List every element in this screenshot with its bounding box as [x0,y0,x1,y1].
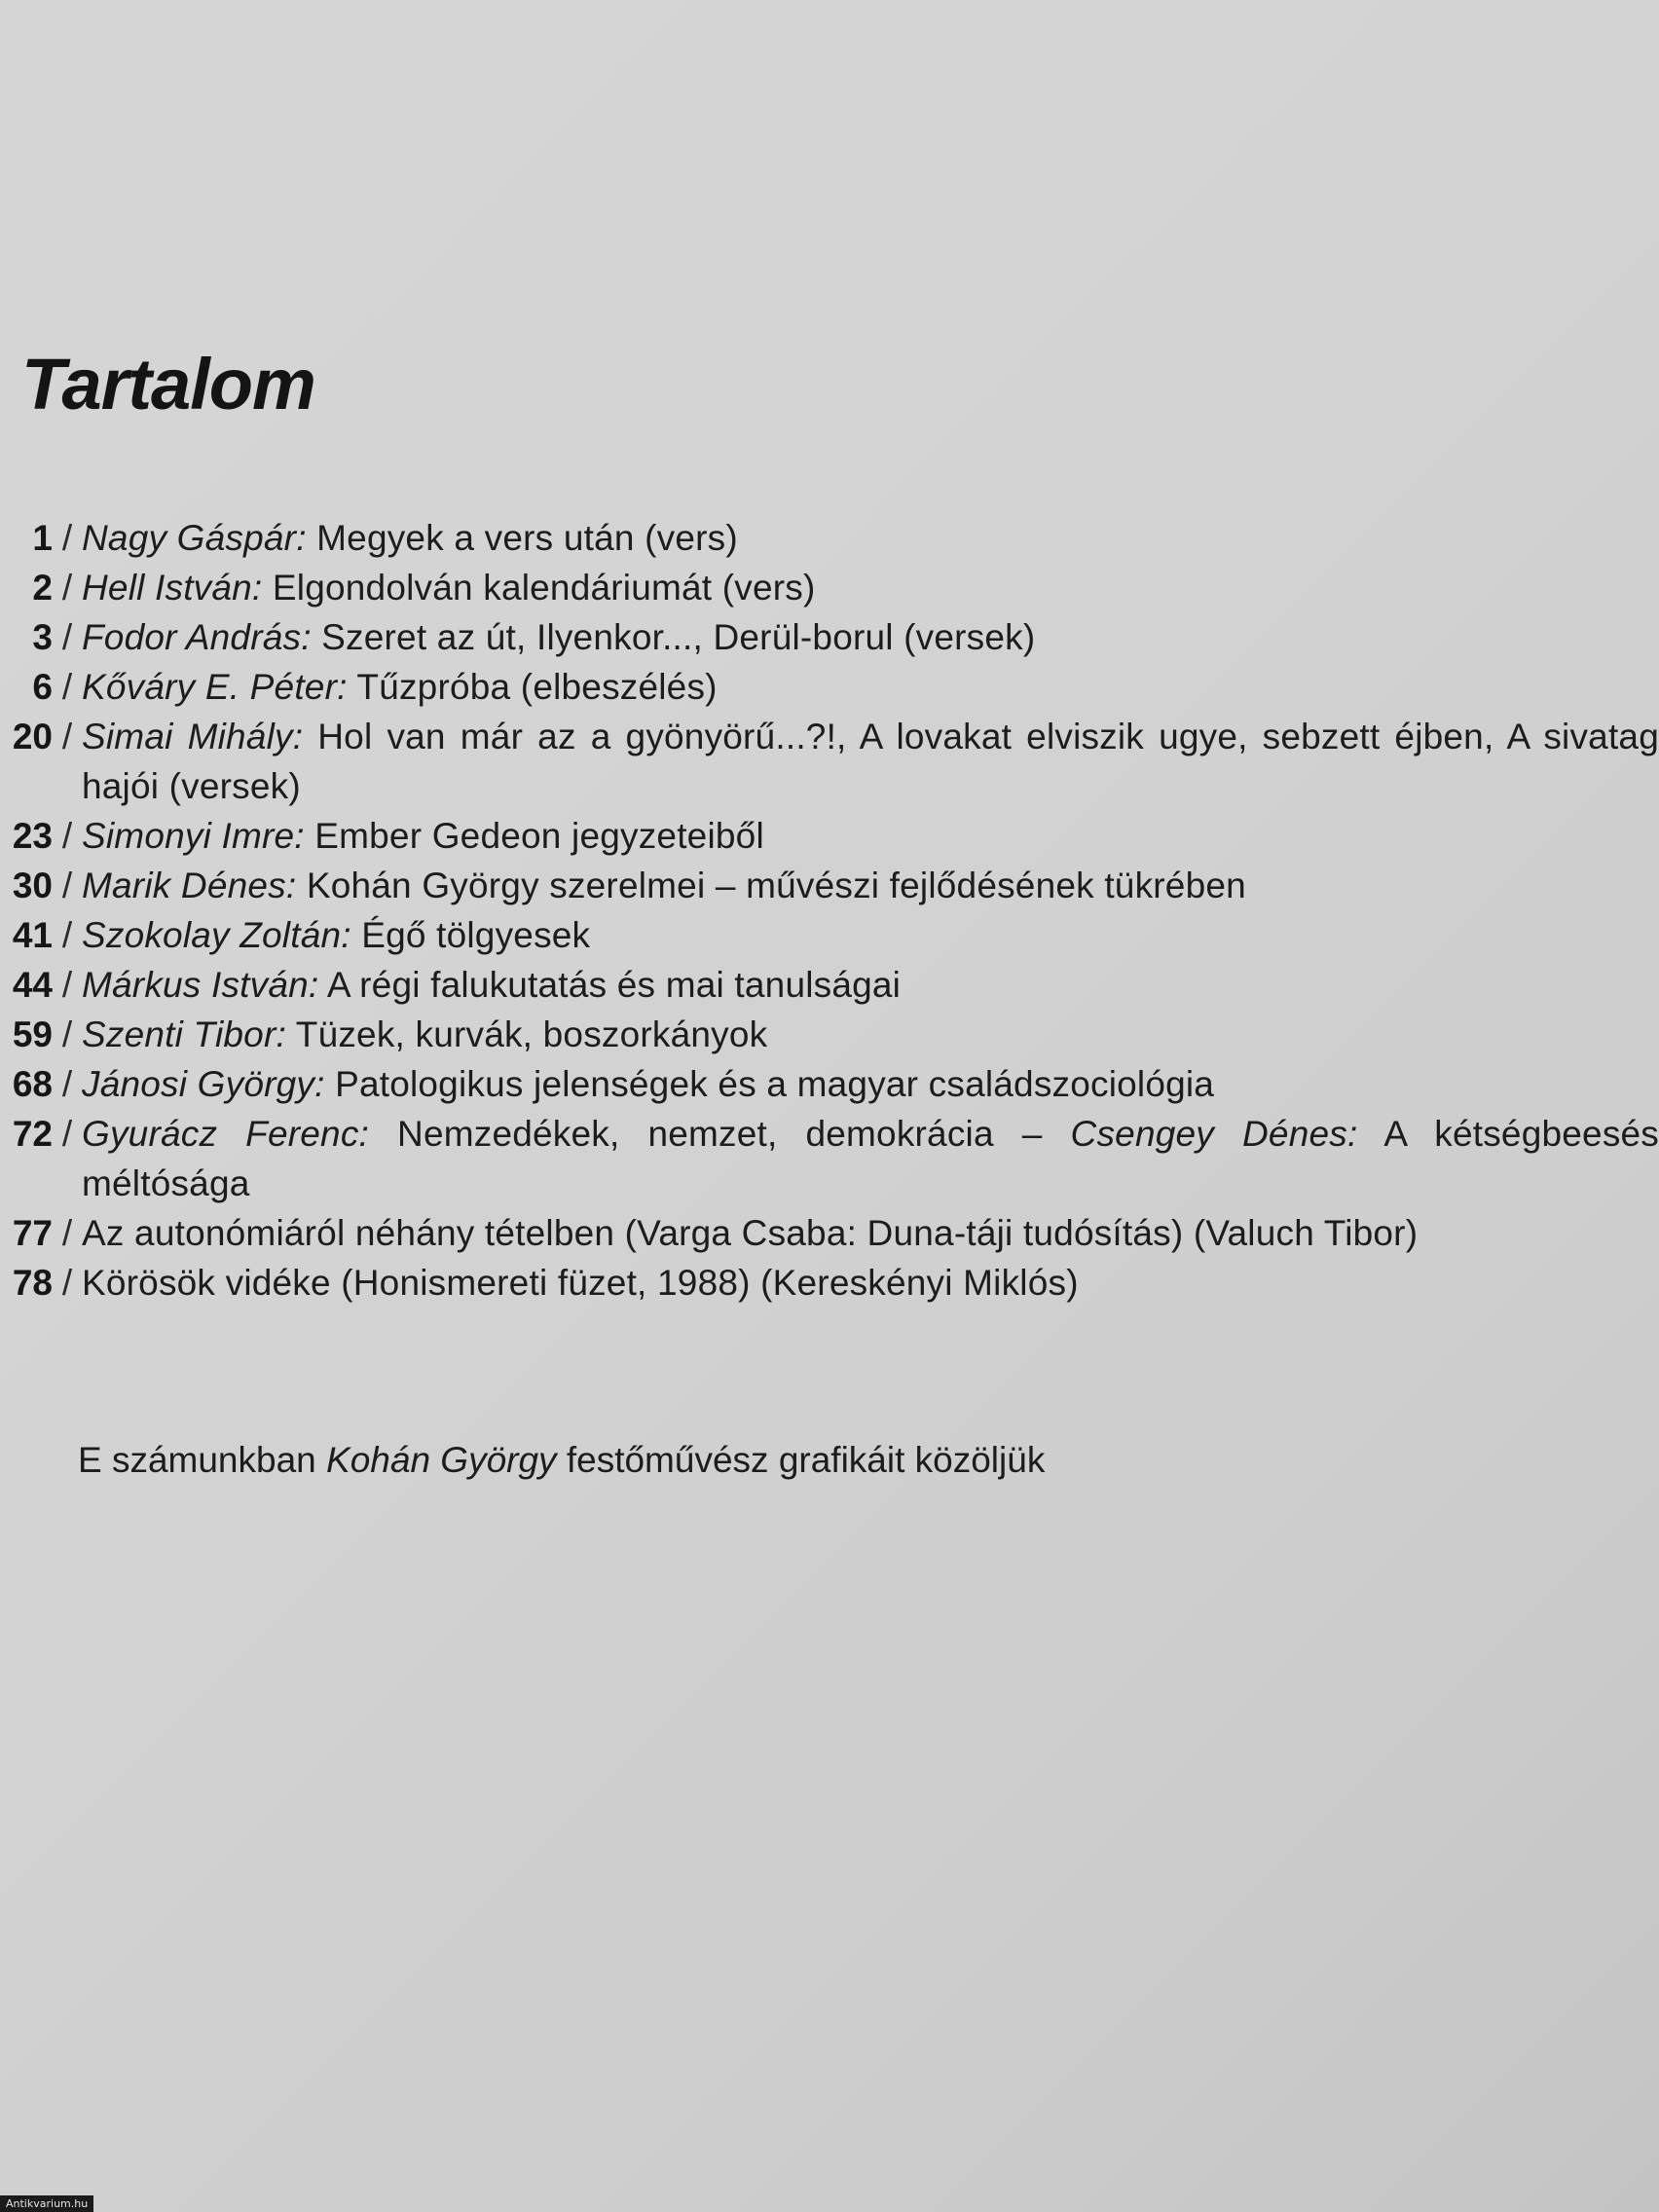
note-suffix: festőművész grafikáit közöljük [566,1440,1046,1480]
list-item [0,1208,1659,1258]
separator: / [61,717,73,756]
author-name: Nagy Gáspár: [82,518,307,558]
list-item [0,811,1659,861]
note-prefix: E számunkban [78,1440,316,1480]
page-title: Tartalom [21,344,315,424]
list-item [0,910,1659,960]
author-name: Jánosi György: [82,1064,325,1104]
list-item [0,513,1659,563]
page-number: 1 [32,518,53,558]
entry-title: Patologikus jelenségek és a magyar családszociológia [335,1064,1215,1104]
author-name: Fodor András: [82,617,312,657]
separator: / [61,518,73,558]
second-entry-title: A kétségbeesés méltósága [82,1114,1659,1203]
author-name: Gyurácz Ferenc: [82,1114,370,1154]
separator: / [61,1014,73,1054]
page-number: 2 [32,568,53,608]
author-name: Szenti Tibor: [82,1014,286,1054]
separator: / [61,617,73,657]
separator: / [61,1114,73,1154]
list-item [0,960,1659,1010]
page-number: 72 [12,1114,53,1154]
entry-title: A régi falukutatás és mai tanulságai [326,965,902,1005]
separator: / [61,1064,73,1104]
page-number: 41 [12,915,53,955]
page-number: 78 [12,1263,53,1303]
page-number: 59 [12,1014,53,1054]
entry-title: Nemzedékek, nemzet, demokrácia – [397,1114,1043,1154]
entry-title: Égő tölgyesek [361,915,591,955]
page-number: 20 [12,717,53,756]
separator: / [61,816,73,856]
page-number: 68 [12,1064,53,1104]
separator: / [61,667,73,707]
entry-title: Megyek a vers után (vers) [316,518,738,558]
note-artist-name: Kohán György [326,1440,557,1480]
separator: / [61,1263,73,1303]
entry-title: Ember Gedeon jegyzeteiből [314,816,764,856]
page-number: 6 [32,667,53,707]
entry-title: Tűzpróba (elbeszélés) [356,667,718,707]
entry-title: Körösök vidéke (Honismereti füzet, 1988) (Kereskényi Miklós) [82,1263,1079,1303]
list-item [0,1258,1659,1308]
author-name: Simonyi Imre: [82,816,305,856]
page-number: 23 [12,816,53,856]
list-item [0,612,1659,662]
page-number: 3 [32,617,53,657]
page-number: 77 [12,1213,53,1253]
list-item [0,1109,1659,1208]
table-of-contents [0,513,1659,1308]
separator: / [61,915,73,955]
entry-title: Szeret az út, Ilyenkor..., Derül-borul (versek) [321,617,1036,657]
author-name: Marik Dénes: [82,866,297,905]
watermark: Antikvarium.hu [0,2195,93,2212]
illustration-note [78,1435,1045,1485]
author-name: Kőváry E. Péter: [82,667,348,707]
entry-title: Elgondolván kalendáriumát (vers) [272,568,816,608]
separator: / [61,1213,73,1253]
entry-title: Tüzek, kurvák, boszorkányok [295,1014,768,1054]
separator: / [61,568,73,608]
list-item [0,563,1659,612]
entry-title: Az autonómiáról néhány tételben (Varga Csaba: Duna-táji tudósítás) (Valuch Tibor) [82,1213,1419,1253]
separator: / [61,866,73,905]
author-name: Szokolay Zoltán: [82,915,351,955]
author-name: Hell István: [82,568,263,608]
list-item [0,1010,1659,1059]
list-item [0,662,1659,712]
separator: / [61,965,73,1005]
list-item [0,861,1659,910]
entry-title: Hol van már az a gyönyörű...?!, A lovakat elviszik ugye, sebzett éjben, A sivatag hajói (versek) [82,717,1659,806]
list-item [0,712,1659,811]
entry-title: Kohán György szerelmei – művészi fejlődésének tükrében [306,866,1246,905]
second-author-name: Csengey Dénes: [1070,1114,1358,1154]
author-name: Márkus István: [82,965,319,1005]
list-item [0,1059,1659,1109]
author-name: Simai Mihály: [82,717,304,756]
page-number: 44 [12,965,53,1005]
page-number: 30 [12,866,53,905]
